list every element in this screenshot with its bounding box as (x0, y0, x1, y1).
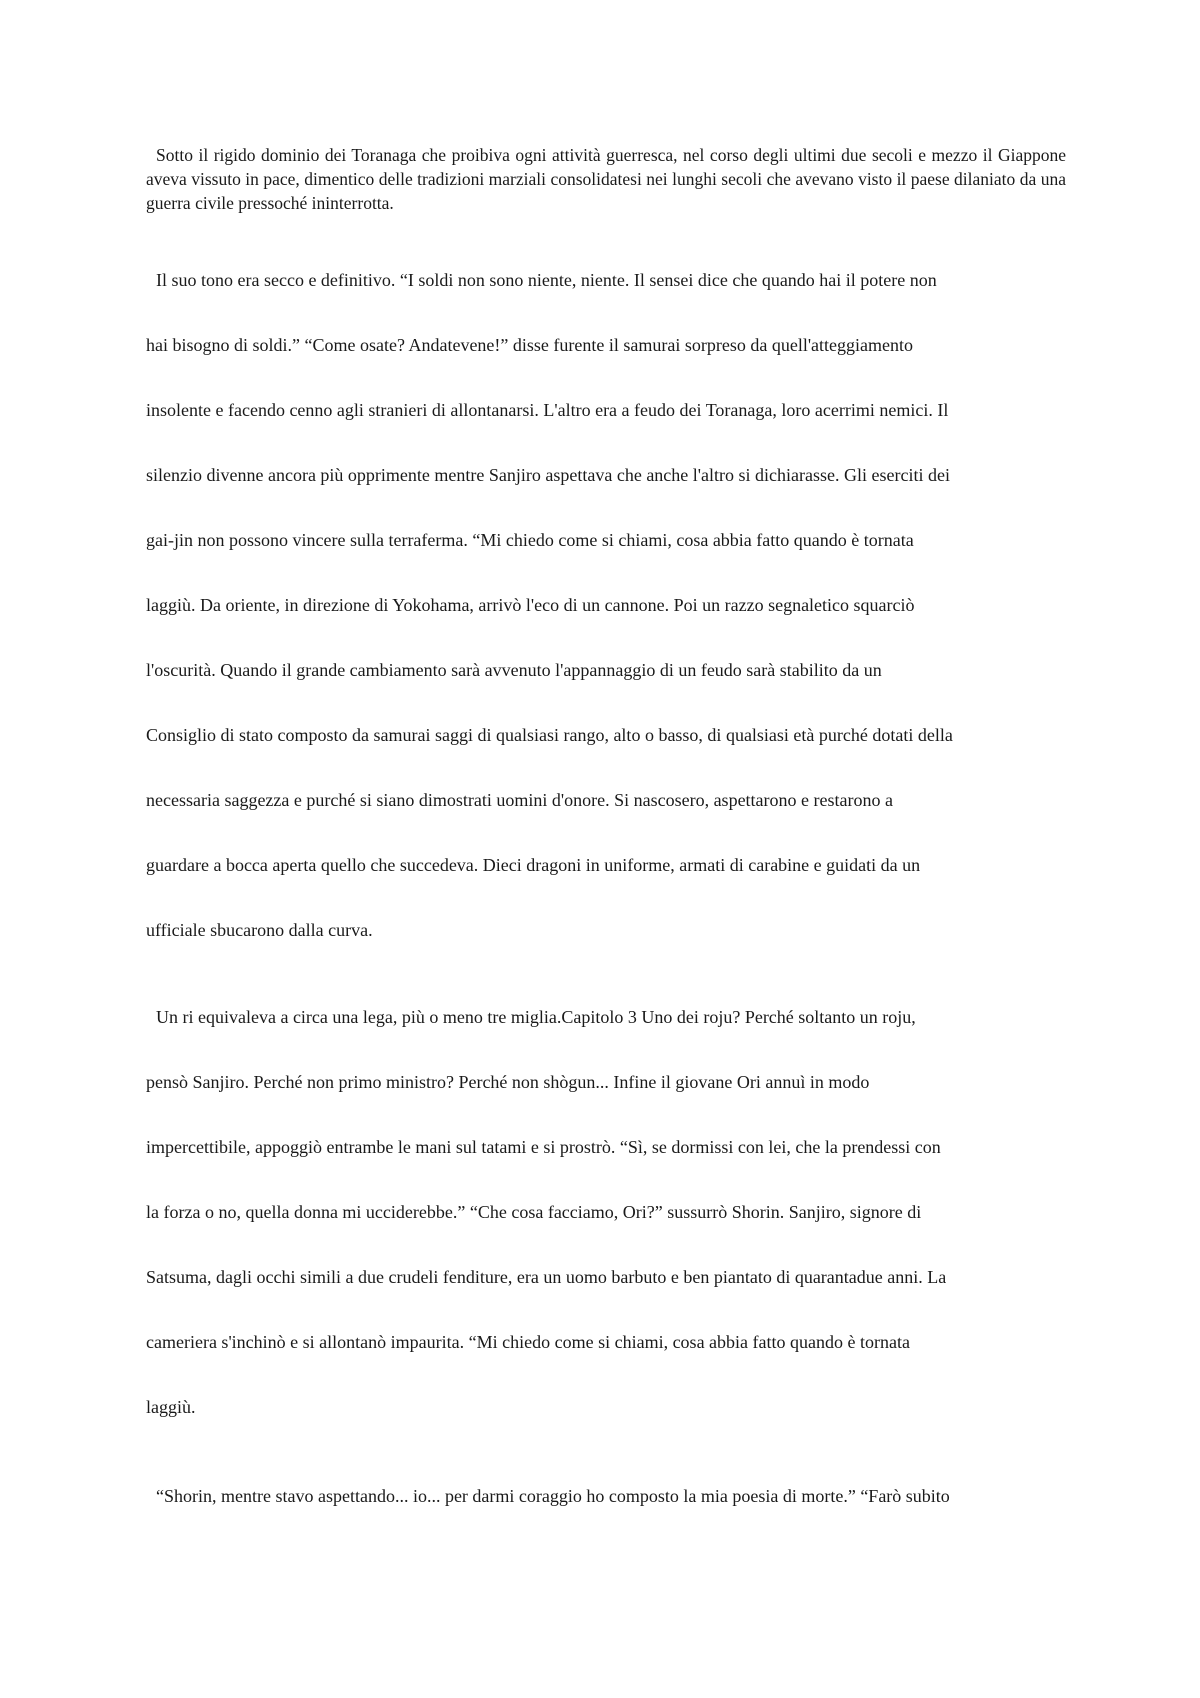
paragraph-3-line: impercettibile, appoggiò entrambe le mani sul tatami e si prostrò. “Sì, se dormissi con lei, che la prendessi con (146, 1137, 941, 1157)
paragraph-3-line: Un ri equivaleva a circa una lega, più o meno tre miglia.Capitolo 3 Uno dei roju? Perché soltanto un roju, (156, 1007, 916, 1027)
paragraph-2-line: gai-jin non possono vincere sulla terraferma. “Mi chiedo come si chiami, cosa abbia fatto quando è tornata (146, 530, 914, 550)
paragraph-1-text: Sotto il rigido dominio dei Toranaga che proibiva ogni attività guerresca, nel corso degli ultimi due secoli e mezzo il Giappone aveva vissuto in pace, dimentico delle tradizioni marziali consolidatesi nei lunghi secoli che avevano visto il paese dilaniato da una guerra civile pressoché ininterrotta. (146, 145, 1066, 213)
paragraph-2-line: laggiù. Da oriente, in direzione di Yokohama, arrivò l'eco di un cannone. Poi un razzo segnaletico squarciò (146, 595, 915, 615)
paragraph-2 (146, 265, 1066, 980)
paragraph-3 (146, 1002, 1066, 1457)
paragraph-2-line: silenzio divenne ancora più opprimente mentre Sanjiro aspettava che anche l'altro si dichiarasse. Gli eserciti dei (146, 465, 950, 485)
paragraph-4-line: “Shorin, mentre stavo aspettando... io... per darmi coraggio ho composto la mia poesia di morte.” “Farò subito (156, 1486, 950, 1506)
paragraph-2-line: hai bisogno di soldi.” “Come osate? Andatevene!” disse furente il samurai sorpreso da quell'atteggiamento (146, 335, 914, 355)
paragraph-3-line: la forza o no, quella donna mi ucciderebbe.” “Che cosa facciamo, Ori?” sussurrò Shorin. Sanjiro, signore di (146, 1202, 922, 1222)
paragraph-3-line: laggiù. (146, 1397, 196, 1417)
paragraph-2-line: Consiglio di stato composto da samurai saggi di qualsiasi rango, alto o basso, di qualsiasi età purché dotati della (146, 725, 953, 745)
paragraph-2-line: necessaria saggezza e purché si siano dimostrati uomini d'onore. Si nascosero, aspettarono e restarono a (146, 790, 893, 810)
paragraph-4 (146, 1481, 1066, 1546)
paragraph-2-line: Il suo tono era secco e definitivo. “I soldi non sono niente, niente. Il sensei dice che quando hai il potere non (156, 270, 937, 290)
paragraph-2-line: ufficiale sbucarono dalla curva. (146, 920, 373, 940)
paragraph-3-line: Satsuma, dagli occhi simili a due crudeli fenditure, era un uomo barbuto e ben piantato di quarantadue anni. La (146, 1267, 947, 1287)
paragraph-2-line: guardare a bocca aperta quello che succedeva. Dieci dragoni in uniforme, armati di carabine e guidati da un (146, 855, 921, 875)
paragraph-3-line: pensò Sanjiro. Perché non primo ministro? Perché non shògun... Infine il giovane Ori annuì in modo (146, 1072, 870, 1092)
paragraph-3-line: cameriera s'inchinò e si allontanò impaurita. “Mi chiedo come si chiami, cosa abbia fatto quando è tornata (146, 1332, 910, 1352)
paragraph-1 (146, 143, 1066, 215)
paragraph-2-line: insolente e facendo cenno agli stranieri di allontanarsi. L'altro era a feudo dei Toranaga, loro acerrimi nemici. Il (146, 400, 949, 420)
paragraph-2-line: l'oscurità. Quando il grande cambiamento sarà avvenuto l'appannaggio di un feudo sarà stabilito da un (146, 660, 882, 680)
